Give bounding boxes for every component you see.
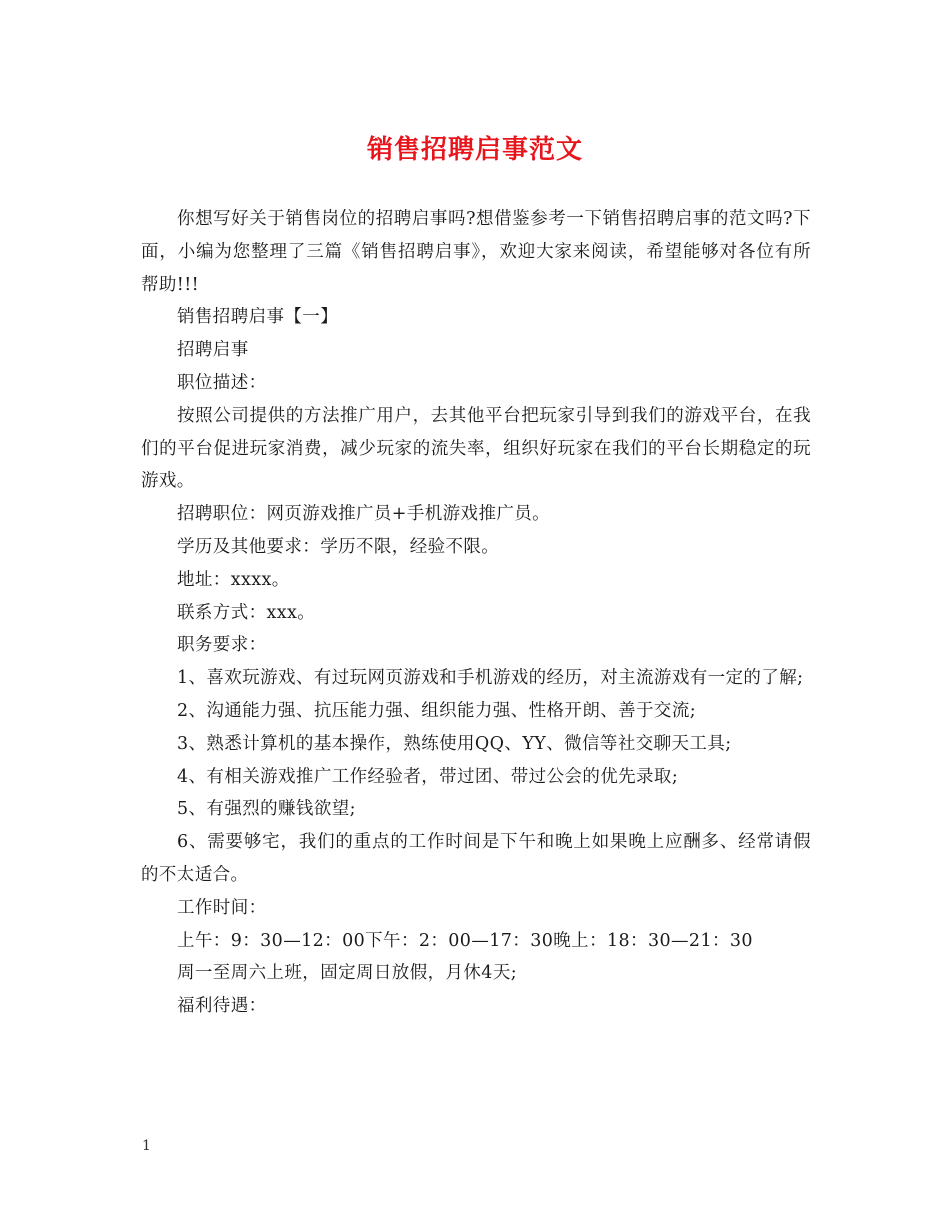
list-item: 5、有强烈的赚钱欲望;	[177, 799, 356, 820]
list-item: 4、有相关游戏推广工作经验者，带过团、带过公会的优先录取;	[177, 766, 679, 787]
paragraph: 按照公司提供的方法推广用户，去其他平台把玩家引导到我们的游戏平台，在我们的平台促进玩家消费，减少玩家的流失率，组织好玩家在我们的平台长期稳定的玩游戏。	[141, 405, 811, 492]
paragraph: 招聘职位：网页游戏推广员+手机游戏推广员。	[177, 504, 551, 525]
paragraph: 学历及其他要求：学历不限，经验不限。	[177, 536, 500, 557]
paragraph: 地址：xxxx。	[177, 569, 290, 590]
paragraph: 联系方式：xxx。	[177, 602, 316, 623]
paragraph: 职务要求：	[177, 635, 267, 656]
document-title: 销售招聘启事范文	[366, 135, 583, 165]
paragraph: 销售招聘启事【一】	[177, 307, 339, 328]
list-item: 2、沟通能力强、抗压能力强、组织能力强、性格开朗、善于交流;	[177, 700, 697, 721]
list-item: 3、熟悉计算机的基本操作，熟练使用QQ、YY、微信等社交聊天工具;	[177, 733, 732, 754]
paragraph: 你想写好关于销售岗位的招聘启事吗?想借鉴参考一下销售招聘启事的范文吗?下面，小编为您整理了三篇《销售招聘启事》，欢迎大家来阅读，希望能够对各位有所帮助!!!	[141, 209, 811, 295]
list-item: 6、需要够宅，我们的重点的工作时间是下午和晚上如果晚上应酬多、经常请假的不太适合。	[141, 832, 811, 885]
paragraph: 职位描述：	[177, 372, 267, 393]
document-body	[141, 203, 811, 1023]
paragraph: 福利待遇：	[177, 996, 267, 1017]
paragraph: 周一至周六上班，固定周日放假，月休4天;	[177, 963, 518, 984]
list-item: 1、喜欢玩游戏、有过玩网页游戏和手机游戏的经历，对主流游戏有一定的了解;	[177, 668, 804, 689]
page-number: 1	[142, 1138, 151, 1154]
paragraph: 工作时间：	[177, 897, 267, 918]
paragraph: 招聘启事	[177, 340, 249, 361]
paragraph: 上午：9：30—12：00下午：2：00—17：30晚上：18：30—21：30	[177, 930, 753, 951]
